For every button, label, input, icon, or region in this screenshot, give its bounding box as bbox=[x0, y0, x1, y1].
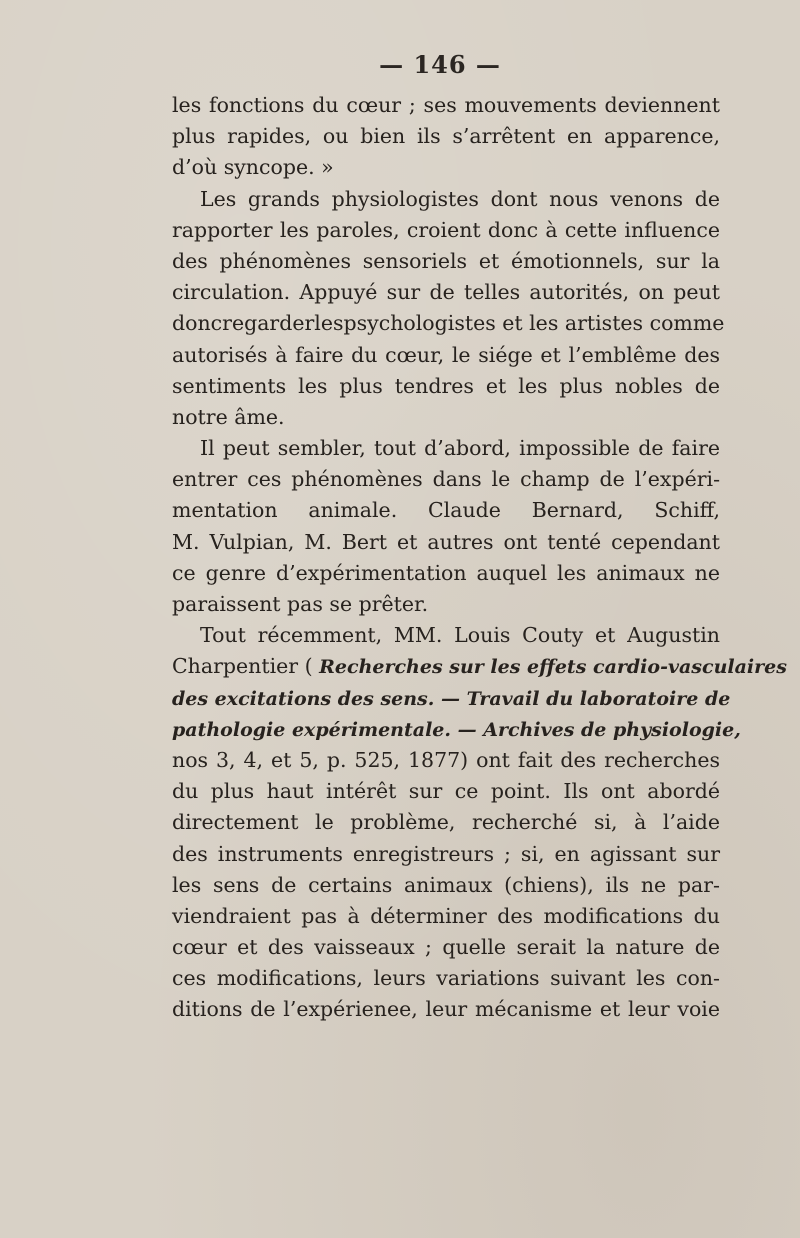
text-line: plus rapides, ou bien ils s’arrêtent en apparence, bbox=[172, 124, 720, 149]
text-line: Il peut sembler, tout d’abord, impossible de faire bbox=[200, 436, 720, 461]
text-line: M. Vulpian, M. Bert et autres ont tenté cependant bbox=[172, 529, 720, 554]
page-number: — 146 — bbox=[379, 50, 501, 79]
text-line: Les grands physiologistes dont nous venons de bbox=[200, 186, 720, 211]
italic-citation: pathologie expérimentale. — Archives de physiologie, bbox=[172, 718, 741, 741]
text-line: Tout récemment, MM. Louis Couty et Augustin bbox=[200, 623, 720, 648]
italic-citation: des excitations des sens. — Travail du laboratoire de bbox=[172, 687, 731, 710]
text-line: du plus haut intérêt sur ce point. Ils ont abordé bbox=[172, 779, 720, 804]
text-line: des instruments enregistreurs ; si, en agissant sur bbox=[172, 841, 720, 866]
text-line: cœur et des vaisseaux ; quelle serait la nature de bbox=[172, 935, 720, 960]
text-line: mentation animale. Claude Bernard, Schiff, bbox=[172, 498, 720, 523]
text-line: d’où syncope. » bbox=[172, 155, 334, 180]
text-line: autorisés à faire du cœur, le siége et l’emblême des bbox=[172, 342, 720, 367]
text-line: directement le problème, recherché si, à l’aide bbox=[172, 810, 720, 835]
text-line: doncregarderlespsychologistes et les artistes comme bbox=[172, 311, 725, 336]
text-line: ditions de l’expérienee, leur mécanisme et leur voie bbox=[172, 997, 720, 1022]
text-line: entrer ces phénomènes dans le champ de l’expéri- bbox=[172, 467, 720, 492]
body-text bbox=[172, 90, 787, 1026]
text-line: circulation. Appuyé sur de telles autorités, on peut bbox=[172, 280, 720, 305]
text-line: les sens de certains animaux (chiens), ils ne par- bbox=[172, 872, 720, 897]
text-line bbox=[172, 683, 731, 714]
text-line: rapporter les paroles, croient donc à cette influence bbox=[172, 217, 720, 242]
text-line: ce genre d’expérimentation auquel les animaux ne bbox=[172, 560, 720, 585]
text-line: notre âme. bbox=[172, 404, 285, 429]
text-line: ces modifications, leurs variations suivant les con- bbox=[172, 966, 720, 991]
text-line: les fonctions du cœur ; ses mouvements deviennent bbox=[172, 93, 720, 117]
text-line: nos 3, 4, et 5, p. 525, 1877) ont fait des recherches bbox=[172, 747, 720, 772]
text-line bbox=[172, 714, 741, 745]
text-line: des phénomènes sensoriels et émotionnels, sur la bbox=[172, 248, 720, 273]
italic-citation: Recherches sur les effets cardio-vasculaires bbox=[319, 656, 787, 679]
text-line: sentiments les plus tendres et les plus nobles de bbox=[172, 373, 720, 398]
text-line: viendraient pas à déterminer des modifications du bbox=[172, 903, 720, 928]
text-line bbox=[172, 651, 787, 682]
text-line: paraissent pas se prêter. bbox=[172, 592, 429, 616]
text-span: Charpentier ( bbox=[172, 654, 320, 679]
